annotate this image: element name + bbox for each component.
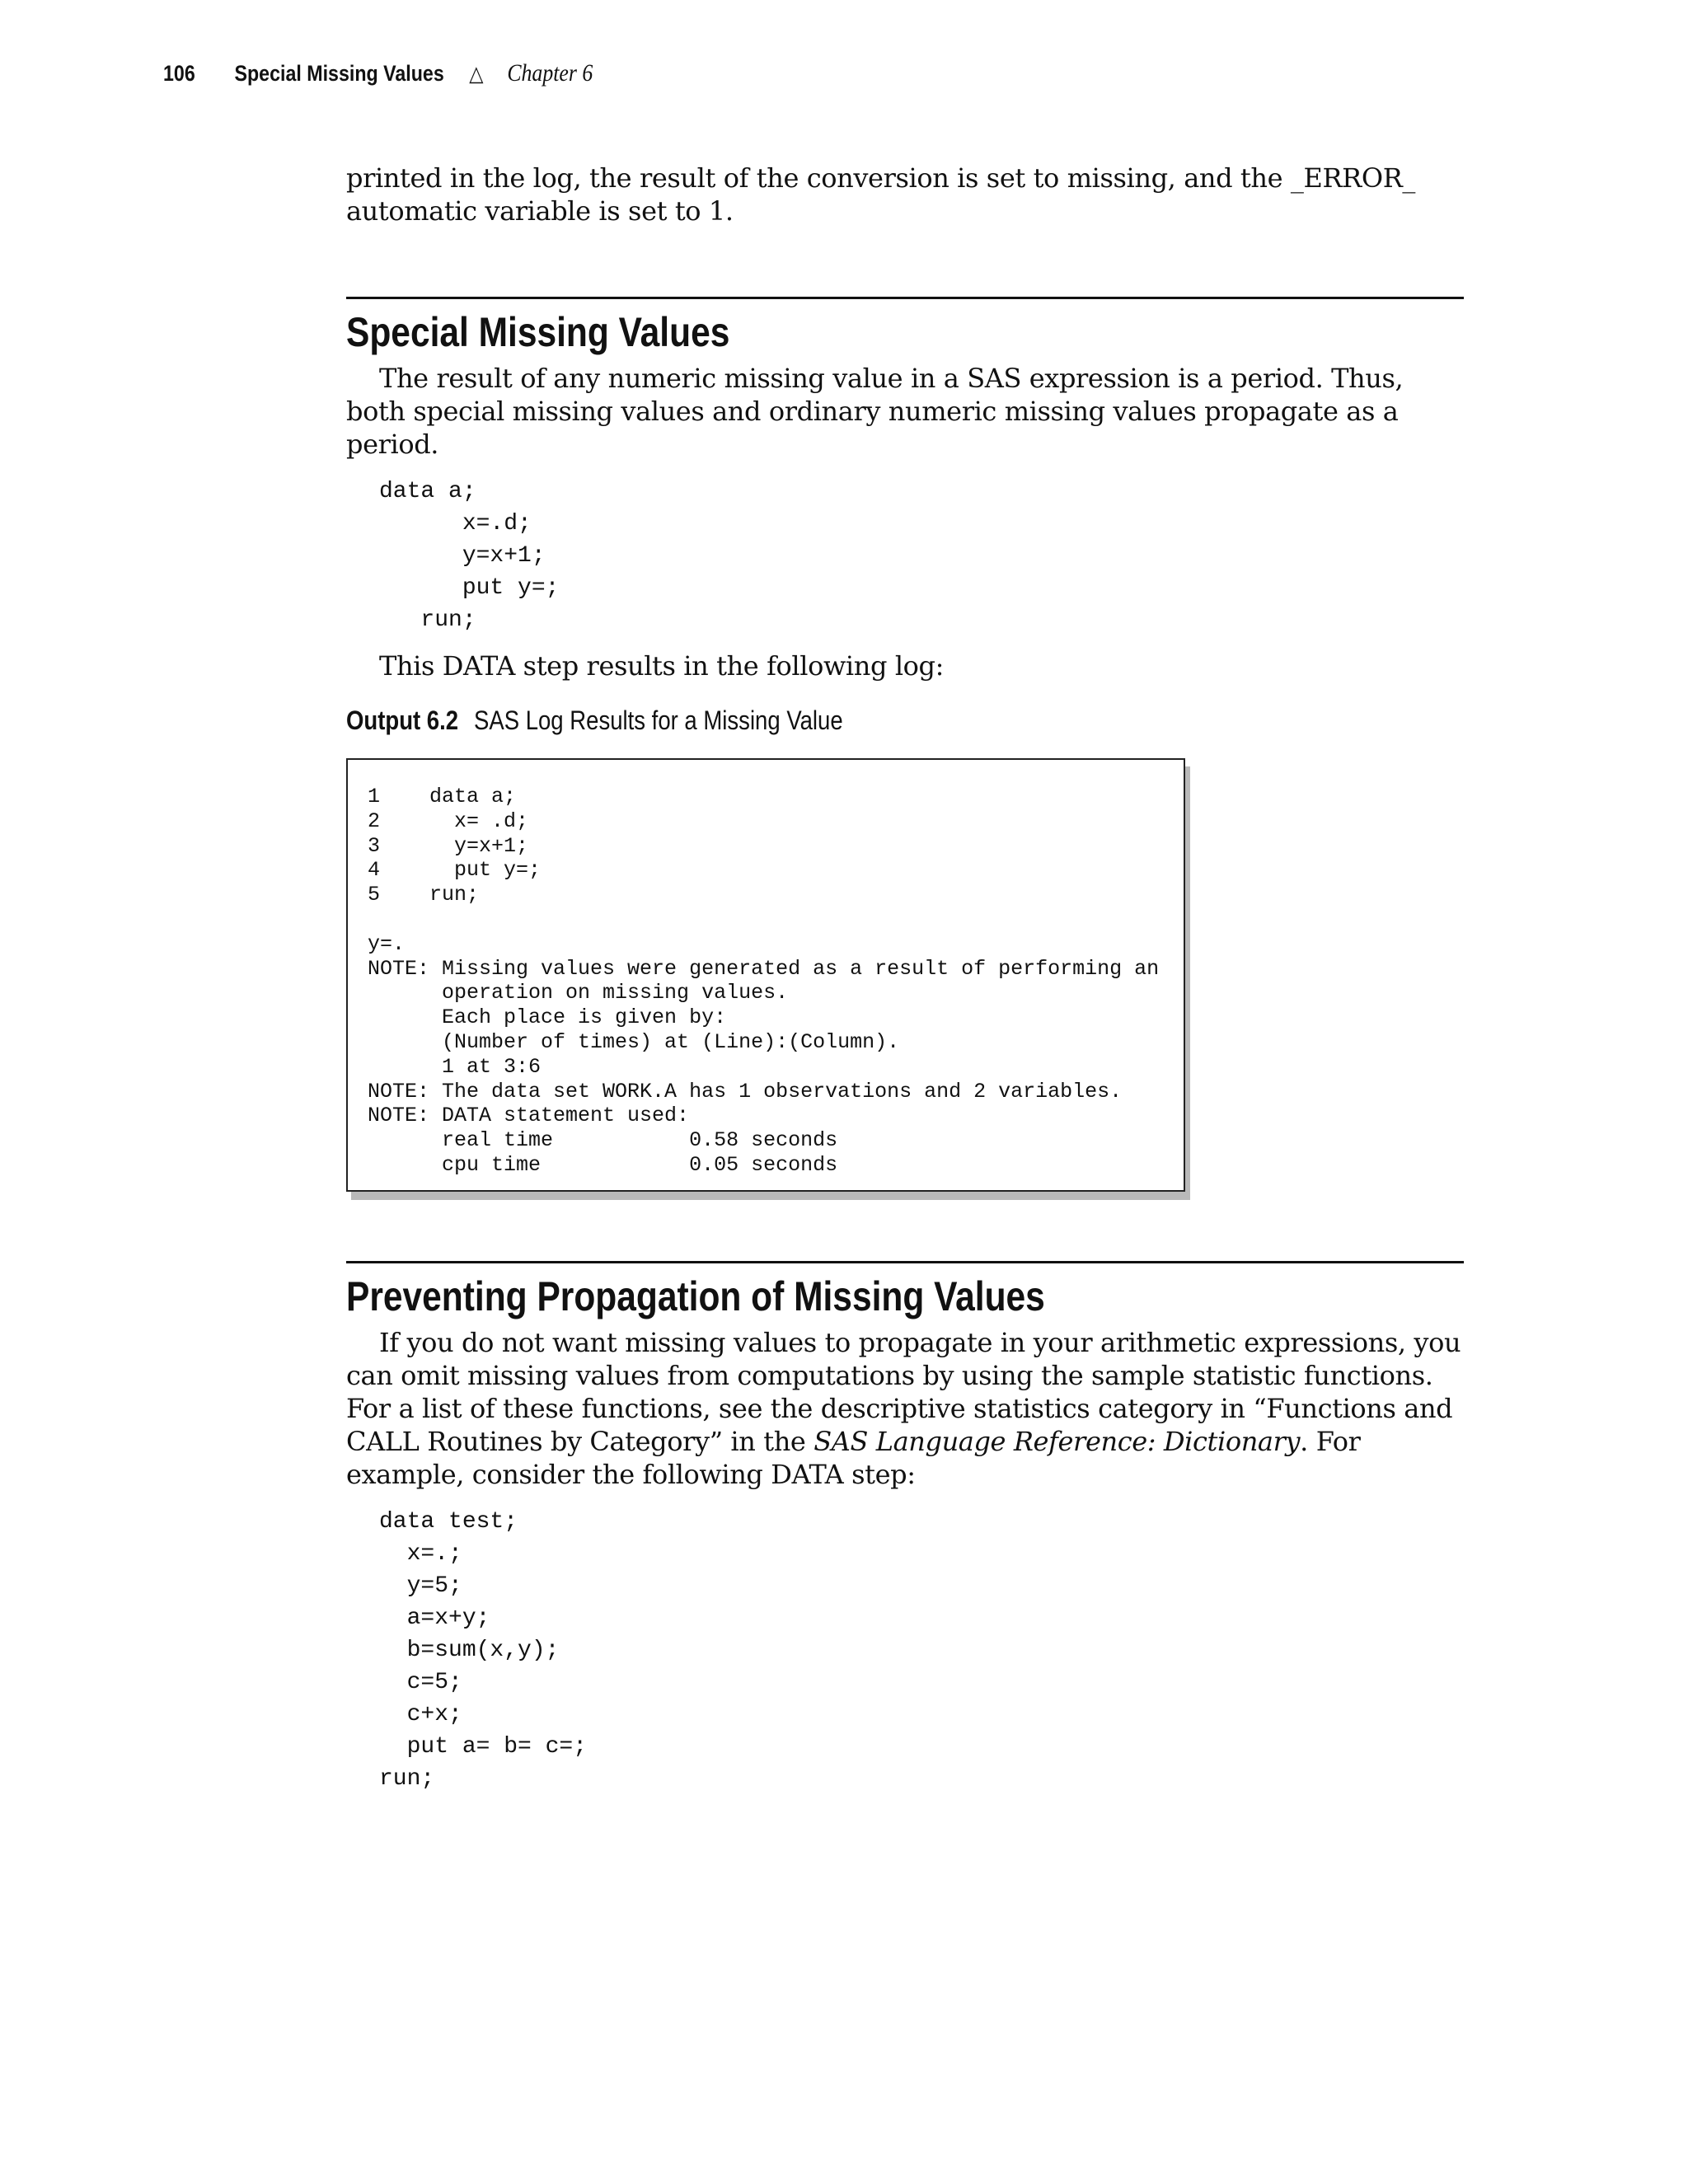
section2-paragraph-part2: . For example, consider the following DATA step: [346, 1426, 1361, 1490]
page-number: 106 [163, 61, 195, 86]
output-caption [346, 705, 1307, 735]
section-title-preventing-propagation: Preventing Propagation of Missing Values [346, 1273, 1045, 1319]
after-code-paragraph: This DATA step results in the following log: [379, 650, 944, 682]
running-head-chapter: Chapter 6 [507, 59, 593, 87]
sas-log-text: 1 data a; 2 x= .d; 3 y=x+1; 4 put y=; 5 run; y=. NOTE: Missing values were generated as a result of performing an operation on missing values. Each place is given by: (Number of times) at (Line):(Column). 1 at 3:6 NOTE: The data set WORK.A has 1 observations and 2 variables. NOTE: DATA statement used: real time 0.58 seconds cpu time 0.05 seconds [368, 785, 1160, 1177]
section2-paragraph [346, 1326, 1464, 1491]
running-head-section: Special Missing Values [234, 61, 444, 86]
section-rule-2 [346, 1261, 1464, 1263]
output-label: Output 6.2 [346, 705, 459, 735]
section2-paragraph-part1: If you do not want missing values to propagate in your arithmetic expressions, you can omit missing values from computations by using the sample statistic functions. For a list of these functions, see the descriptive statistics category in “Functions and CALL Routines by Category” in the [346, 1327, 1461, 1457]
intro-paragraph: printed in the log, the result of the conversion is set to missing, and the _ERROR_ automatic variable is set to 1. [346, 162, 1415, 227]
section-rule [346, 297, 1464, 299]
running-head [163, 59, 593, 87]
book-title: SAS Language Reference: Dictionary [814, 1426, 1301, 1457]
section1-paragraph: The result of any numeric missing value in a SAS expression is a period. Thus, both special missing values and ordinary numeric missing values propagate as a period. [346, 363, 1404, 460]
section-title-special-missing-values: Special Missing Values [346, 309, 730, 355]
triangle-icon: △ [469, 61, 484, 86]
output-title: SAS Log Results for a Missing Value [473, 705, 843, 735]
sas-log-output-box [346, 758, 1185, 1192]
code-block-data-a: data a; x=.d; y=x+1; put y=; run; [379, 479, 560, 633]
code-block-data-test: data test; x=.; y=5; a=x+y; b=sum(x,y); c=5; c+x; put a= b= c=; run; [379, 1509, 588, 1792]
page-content [346, 162, 1464, 1795]
